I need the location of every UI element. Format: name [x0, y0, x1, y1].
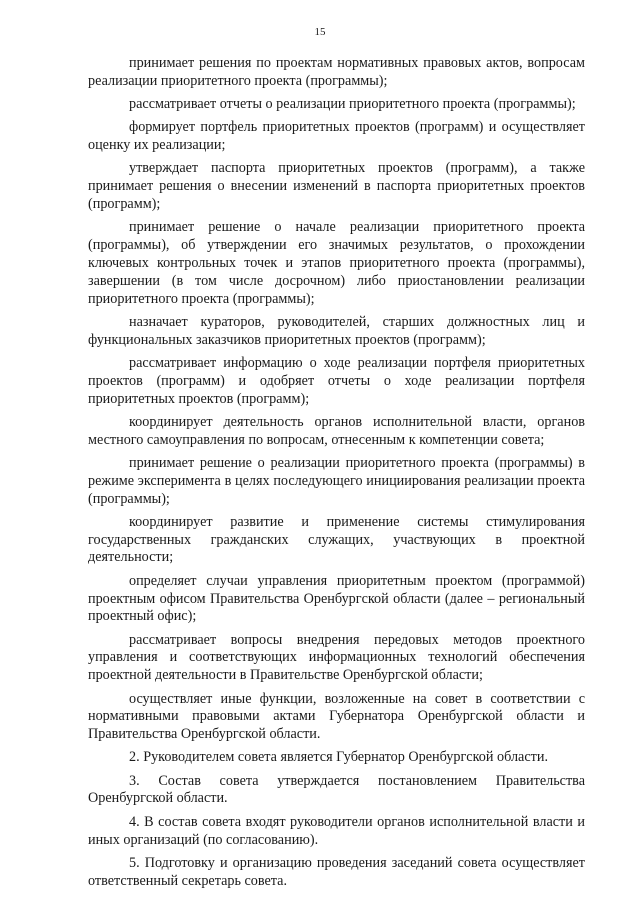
paragraph-5: принимает решение о начале реализации приоритетного проекта (программы), об утверждении его значимых результатов, о прохождении ключевых контрольных точек и этапов приоритетного проекта (программы), завершении (в том числе досрочном) либо приостановлении реализации приоритетного проекта (программы); [88, 219, 585, 307]
document-body [88, 55, 585, 896]
paragraph-12: рассматривает вопросы внедрения передовых методов проектного управления и соответствующих информационных технологий обеспечения проектной деятельности в Правительстве Оренбургской области; [88, 631, 585, 684]
paragraph-7: рассматривает информацию о ходе реализации портфеля приоритетных проектов (программ) и одобряет отчеты о ходе реализации портфеля приоритетных проектов (программ); [88, 354, 585, 407]
paragraph-3: формирует портфель приоритетных проектов (программ) и осуществляет оценку их реализации; [88, 119, 585, 154]
paragraph-14: 2. Руководителем совета является Губернатор Оренбургской области. [129, 749, 548, 766]
paragraph-6: назначает кураторов, руководителей, старших должностных лиц и функциональных заказчиков приоритетных проектов (программ); [88, 313, 585, 348]
paragraph-13: осуществляет иные функции, возложенные на совет в соответствии с нормативными правовыми актами Губернатора Оренбургской области и Правительства Оренбургской области. [88, 690, 585, 743]
paragraph-10: координирует развитие и применение системы стимулирования государственных гражданских служащих, участвующих в проектной деятельности; [88, 513, 585, 566]
paragraph-8: координирует деятельность органов исполнительной власти, органов местного самоуправления по вопросам, отнесенным к компетенции совета; [88, 413, 585, 448]
paragraph-17: 5. Подготовку и организацию проведения заседаний совета осуществляет ответственный секретарь совета. [88, 854, 585, 889]
page-number: 15 [314, 26, 326, 38]
paragraph-15: 3. Состав совета утверждается постановлением Правительства Оренбургской области. [88, 772, 585, 807]
paragraph-4: утверждает паспорта приоритетных проектов (программ), а также принимает решения о внесении изменений в паспорта приоритетных проектов (программ); [88, 160, 585, 213]
paragraph-1: принимает решения по проектам нормативных правовых актов, вопросам реализации приоритетного проекта (программы); [88, 55, 585, 89]
paragraph-2: рассматривает отчеты о реализации приоритетного проекта (программы); [129, 96, 576, 113]
paragraph-16: 4. В состав совета входят руководители органов исполнительной власти и иных организаций (по согласованию). [88, 813, 585, 848]
paragraph-9: принимает решение о реализации приоритетного проекта (программы) в режиме эксперимента в целях последующего инициирования реализации проекта (программы); [88, 454, 585, 507]
paragraph-11: определяет случаи управления приоритетным проектом (программой) проектным офисом Правительства Оренбургской области (далее – региональный проектный офис); [88, 572, 585, 625]
